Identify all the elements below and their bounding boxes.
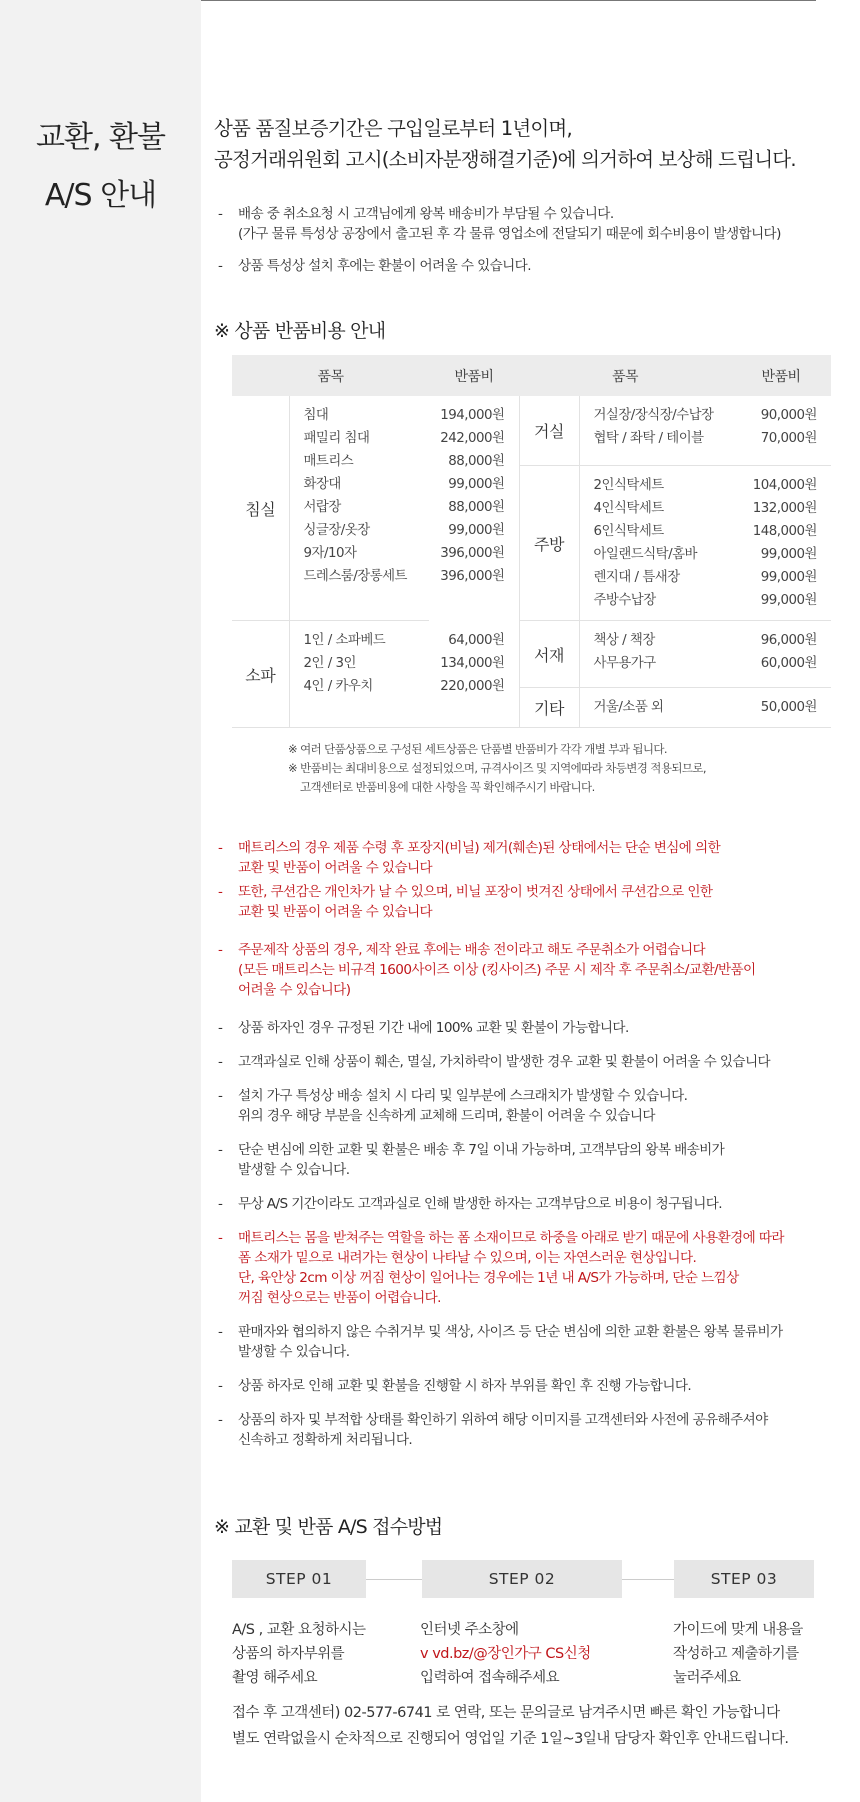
note-line: 판매자와 협의하지 않은 수취거부 및 색상, 사이즈 등 단순 변심에 의한 교환 환불은 왕복 물류비가 — [238, 1324, 783, 1340]
fee-price: 396,000원 — [440, 569, 505, 584]
step-desc-line: A/S , 교환 요청하시는 — [232, 1622, 366, 1638]
note-line: 교환 및 반품이 어려울 수 있습니다 — [238, 904, 433, 920]
fee-price: 99,000원 — [760, 547, 817, 562]
fee-prices — [731, 621, 831, 688]
fee-price: 99,000원 — [760, 593, 817, 608]
fee-item: 서랍장 — [303, 500, 341, 515]
fee-footnote: ※ 반품비는 최대비용으로 설정되었으며, 규격사이즈 및 지역에따라 차등변경 적용되므로, — [288, 761, 706, 775]
note-item: - 상품 하자로 인해 교환 및 환불을 진행할 시 하자 부위를 확인 후 진행 가능합니다. — [218, 1376, 850, 1396]
note-line: 또한, 쿠션감은 개인차가 날 수 있으며, 비닐 포장이 벗겨진 상태에서 쿠션감으로 인한 — [238, 884, 713, 900]
fee-table — [232, 355, 831, 728]
note-line: 매트리스의 경우 제품 수령 후 포장지(비닐) 제거(훼손)된 상태에서는 단순 변심에 의한 — [238, 840, 721, 856]
note-item: - 무상 A/S 기간이라도 고객과실로 인해 발생한 하자는 고객부담으로 비용이 청구됩니다. — [218, 1194, 850, 1214]
fee-price: 132,000원 — [752, 501, 817, 516]
fee-items — [579, 396, 731, 466]
note-item: - 판매자와 협의하지 않은 수취거부 및 색상, 사이즈 등 단순 변심에 의한 교환 환불은 왕복 물류비가 발생할 수 있습니다. — [218, 1322, 850, 1362]
note-item: - 단순 변심에 의한 교환 및 환불은 배송 후 7일 이내 가능하며, 고객부담의 왕복 배송비가 발생할 수 있습니다. — [218, 1140, 850, 1180]
fee-item: 싱글장/옷장 — [303, 523, 370, 538]
fee-item: 6인식탁세트 — [593, 524, 664, 539]
step-desc-line: 눌러주세요 — [673, 1670, 741, 1686]
fee-prices — [731, 688, 831, 728]
note-item: - 매트리스의 경우 제품 수령 후 포장지(비닐) 제거(훼손)된 상태에서는 단순 변심에 의한 교환 및 반품이 어려울 수 있습니다 — [218, 838, 850, 878]
note-item: - 또한, 쿠션감은 개인차가 날 수 있으며, 비닐 포장이 벗겨진 상태에서 쿠션감으로 인한 교환 및 반품이 어려울 수 있습니다 — [218, 882, 850, 922]
note-item: - 고객과실로 인해 상품이 훼손, 멸실, 가치하락이 발생한 경우 교환 및 환불이 어려울 수 있습니다 — [218, 1052, 850, 1072]
fee-price: 194,000원 — [440, 408, 505, 423]
fee-prices — [731, 466, 831, 621]
fee-footnotes — [288, 740, 706, 797]
fee-table-header: 품목 — [232, 355, 429, 396]
fee-item: 협탁 / 좌탁 / 테이블 — [593, 431, 704, 446]
fee-category: 거실 — [519, 396, 579, 466]
note-line: 주문제작 상품의 경우, 제작 완료 후에는 배송 전이라고 해도 주문취소가 어렵습니다 — [238, 942, 706, 958]
note-line: (가구 물류 특성상 공장에서 출고된 후 각 물류 영업소에 전달되기 때문에 회수비용이 발생합니다) — [238, 226, 781, 242]
step-3-description — [673, 1618, 803, 1690]
note-item: - 매트리스는 몸을 받쳐주는 역할을 하는 폼 소재이므로 하중을 아래로 받기 때문에 사용환경에 따라 폼 소재가 밑으로 내려가는 현상이 나타날 수 있으며, 이는 자연스러운 현상입니다. 단, 육안상 2cm 이상 꺼짐 현상이 일어나는 경우에는 1년 내 A/S가 가능하며, 단순 느낌상 꺼짐 현상으로는 반품이 어렵습니다. — [218, 1228, 850, 1308]
fee-item: 책상 / 책장 — [593, 633, 655, 648]
note-item: - 상품 하자인 경우 규정된 기간 내에 100% 교환 및 환불이 가능합니다. — [218, 1018, 850, 1038]
fee-footnote: ※ 여러 단품상품으로 구성된 세트상품은 단품별 반품비가 각각 개별 부과 됩니다. — [288, 742, 667, 756]
fee-price: 50,000원 — [760, 700, 817, 715]
fee-items — [579, 621, 731, 688]
fee-category: 기타 — [519, 688, 579, 728]
intro-line: 상품 품질보증기간은 구입일로부터 1년이며, — [214, 117, 572, 140]
fee-item: 패밀리 침대 — [303, 431, 370, 446]
step-desc-line: 작성하고 제출하기를 — [673, 1646, 799, 1662]
fee-item: 4인 / 카우치 — [303, 679, 373, 694]
note-line: 어려울 수 있습니다) — [238, 982, 351, 998]
top-notes — [218, 204, 858, 276]
fee-item: 거실장/장식장/수납장 — [593, 408, 714, 423]
note-line: 상품의 하자 및 부적합 상태를 확인하기 위하여 해당 이미지를 고객센터와 사전에 공유해주셔야 — [238, 1412, 768, 1428]
fee-price: 64,000원 — [448, 632, 505, 648]
fee-item: 드레스룸/장롱세트 — [303, 569, 407, 584]
intro-line: 공정거래위원회 고시(소비자분쟁해결기준)에 의거하여 보상해 드립니다. — [214, 148, 796, 171]
note-line: 매트리스는 몸을 받쳐주는 역할을 하는 폼 소재이므로 하중을 아래로 받기 때문에 사용환경에 따라 — [238, 1230, 784, 1246]
fee-price: 99,000원 — [448, 477, 505, 492]
fee-table-header: 품목 — [519, 355, 731, 396]
note-line: 꺼짐 현상으로는 반품이 어렵습니다. — [238, 1290, 441, 1306]
fee-item: 침대 — [303, 408, 329, 423]
intro-text — [214, 113, 844, 175]
step-3-label: STEP 03 — [674, 1560, 814, 1598]
fee-table-header: 반품비 — [429, 355, 519, 396]
fee-prices — [429, 621, 519, 728]
top-divider — [201, 0, 816, 1]
steps-bar — [232, 1560, 814, 1598]
fee-items — [289, 396, 429, 621]
fee-price: 88,000원 — [448, 454, 505, 469]
sidebar-title-line1: 교환, 환불 — [36, 120, 165, 155]
fee-price: 96,000원 — [760, 633, 817, 648]
fee-footnote: 고객센터로 반품비용에 대한 사항을 꼭 확인해주시기 바랍니다. — [300, 780, 595, 794]
fee-item: 4인식탁세트 — [593, 501, 664, 516]
fee-price: 134,000원 — [440, 655, 505, 671]
step-1-label: STEP 01 — [232, 1560, 366, 1598]
fee-item: 화장대 — [303, 477, 341, 492]
note-line: 폼 소재가 밑으로 내려가는 현상이 나타날 수 있으며, 이는 자연스러운 현상입니다. — [238, 1250, 697, 1266]
fee-price: 60,000원 — [760, 656, 817, 671]
note-item: - 상품의 하자 및 부적합 상태를 확인하기 위하여 해당 이미지를 고객센터와 사전에 공유해주셔야 신속하고 정확하게 처리됩니다. — [218, 1410, 850, 1450]
note-line: 위의 경우 해당 부분을 신속하게 교체해 드리며, 환불이 어려울 수 있습니다 — [238, 1108, 655, 1124]
sidebar — [0, 0, 201, 1802]
note-line: 발생할 수 있습니다. — [238, 1344, 350, 1360]
note-line: 신속하고 정확하게 처리됩니다. — [238, 1432, 413, 1448]
fee-price: 396,000원 — [440, 546, 505, 561]
sidebar-title-line2: A/S 안내 — [44, 178, 157, 213]
fee-price: 242,000원 — [440, 431, 505, 446]
contact-line: 별도 연락없을시 순차적으로 진행되어 영업일 기준 1일~3일내 담당자 확인후 안내드립니다. — [232, 1731, 789, 1747]
fee-item: 주방수납장 — [593, 593, 656, 608]
fee-price: 220,000원 — [440, 678, 505, 694]
step-desc-line: 촬영 해주세요 — [232, 1670, 318, 1686]
fee-category: 침실 — [232, 396, 289, 621]
fee-price: 99,000원 — [760, 570, 817, 585]
note-line: 발생할 수 있습니다. — [238, 1162, 350, 1178]
note-line: 배송 중 취소요청 시 고객님에게 왕복 배송비가 부담될 수 있습니다. — [238, 206, 614, 222]
fee-category: 소파 — [232, 621, 289, 728]
note-line: 고객과실로 인해 상품이 훼손, 멸실, 가치하락이 발생한 경우 교환 및 환불이 어려울 수 있습니다 — [238, 1054, 771, 1070]
fee-prices — [731, 396, 831, 466]
fee-prices — [429, 396, 519, 621]
note-line: 무상 A/S 기간이라도 고객과실로 인해 발생한 하자는 고객부담으로 비용이 청구됩니다. — [238, 1196, 722, 1212]
fee-category: 서재 — [519, 621, 579, 688]
fee-items — [579, 688, 731, 728]
fee-item: 아일랜드식탁/홈바 — [593, 547, 697, 562]
fee-items — [289, 621, 429, 728]
fee-section-title: ※ 상품 반품비용 안내 — [214, 320, 386, 342]
step-desc-line: 상품의 하자부위를 — [232, 1646, 345, 1662]
note-line: 상품 특성상 설치 후에는 환불이 어려울 수 있습니다. — [238, 258, 531, 274]
fee-price: 99,000원 — [448, 523, 505, 538]
fee-item: 매트리스 — [303, 454, 354, 469]
step-2-description — [420, 1618, 591, 1690]
step-desc-line: 가이드에 맞게 내용을 — [673, 1622, 803, 1638]
note-line: 상품 하자인 경우 규정된 기간 내에 100% 교환 및 환불이 가능합니다. — [238, 1020, 629, 1036]
as-section-title: ※ 교환 및 반품 A/S 접수방법 — [214, 1516, 443, 1538]
fee-items — [579, 466, 731, 621]
contact-line: 접수 후 고객센터) 02-577-6741 로 연락, 또는 문의글로 남겨주시면 빠른 확인 가능합니다 — [232, 1705, 780, 1721]
note-line: 단순 변심에 의한 교환 및 환불은 배송 후 7일 이내 가능하며, 고객부담의 왕복 배송비가 — [238, 1142, 725, 1158]
policy-notes — [218, 838, 850, 1450]
step-desc-line: 인터넷 주소창에 — [420, 1622, 519, 1638]
step-desc-line: 입력하여 접속해주세요 — [420, 1670, 560, 1686]
fee-price: 70,000원 — [760, 431, 817, 446]
note-line: 단, 육안상 2cm 이상 꺼짐 현상이 일어나는 경우에는 1년 내 A/S가 가능하며, 단순 느낌상 — [238, 1270, 739, 1286]
fee-item: 9자/10자 — [303, 546, 357, 561]
step-1-description — [232, 1618, 366, 1690]
fee-item: 2인식탁세트 — [593, 478, 664, 493]
fee-price: 104,000원 — [752, 478, 817, 493]
fee-item: 2인 / 3인 — [303, 656, 356, 671]
note-item: - 상품 특성상 설치 후에는 환불이 어려울 수 있습니다. — [218, 256, 858, 276]
step-2-label: STEP 02 — [422, 1560, 622, 1598]
note-line: 상품 하자로 인해 교환 및 환불을 진행할 시 하자 부위를 확인 후 진행 가능합니다. — [238, 1378, 692, 1394]
fee-price: 148,000원 — [752, 524, 817, 539]
fee-price: 88,000원 — [448, 500, 505, 515]
fee-category: 주방 — [519, 466, 579, 621]
note-item: - 설치 가구 특성상 배송 설치 시 다리 및 일부분에 스크래치가 발생할 수 있습니다. 위의 경우 해당 부분을 신속하게 교체해 드리며, 환불이 어려울 수 있습니다 — [218, 1086, 850, 1126]
cs-request-link[interactable]: v vd.bz/@장인가구 CS신청 — [420, 1646, 591, 1662]
fee-table-header: 반품비 — [731, 355, 831, 396]
note-line: (모든 매트리스는 비규격 1600사이즈 이상 (킹사이즈) 주문 시 제작 후 주문취소/교환/반품이 — [238, 962, 756, 978]
note-item: - 주문제작 상품의 경우, 제작 완료 후에는 배송 전이라고 해도 주문취소가 어렵습니다 (모든 매트리스는 비규격 1600사이즈 이상 (킹사이즈) 주문 시 제작 후 주문취소/교환/반품이 어려울 수 있습니다) — [218, 940, 850, 1000]
fee-item: 거울/소품 외 — [593, 700, 664, 715]
note-line: 설치 가구 특성상 배송 설치 시 다리 및 일부분에 스크래치가 발생할 수 있습니다. — [238, 1088, 688, 1104]
fee-item: 렌지대 / 틈새장 — [593, 570, 680, 585]
fee-item: 사무용가구 — [593, 656, 656, 671]
note-item: - 배송 중 취소요청 시 고객님에게 왕복 배송비가 부담될 수 있습니다. (가구 물류 특성상 공장에서 출고된 후 각 물류 영업소에 전달되기 때문에 회수비용이 발생합니다) — [218, 204, 858, 244]
note-line: 교환 및 반품이 어려울 수 있습니다 — [238, 860, 433, 876]
contact-info — [232, 1700, 788, 1752]
fee-price: 90,000원 — [760, 408, 817, 423]
fee-item: 1인 / 소파베드 — [303, 633, 386, 648]
